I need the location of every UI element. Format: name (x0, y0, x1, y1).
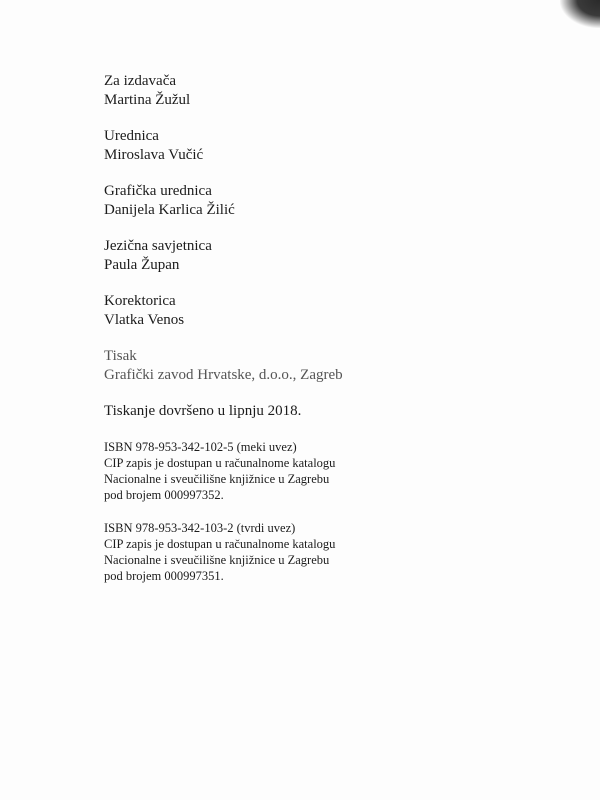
credit-name: Grafički zavod Hrvatske, d.o.o., Zagreb (104, 367, 343, 383)
credit-role: Tisak (104, 348, 137, 364)
credit-printer (104, 347, 564, 385)
cip-line: Nacionalne i sveučilišne knjižnice u Zagrebu (104, 553, 330, 567)
cip-line: pod brojem 000997351. (104, 569, 224, 583)
isbn-block-softcover (104, 439, 564, 503)
printing-completed-note: Tiskanje dovršeno u lipnju 2018. (104, 403, 302, 419)
isbn-block-hardcover (104, 520, 564, 584)
colophon-content (104, 72, 564, 601)
isbn-line: ISBN 978-953-342-102-5 (meki uvez) (104, 440, 297, 454)
isbn-line: ISBN 978-953-342-103-2 (tvrdi uvez) (104, 521, 296, 535)
credit-role: Urednica (104, 128, 159, 144)
credit-graphic-editor (104, 182, 564, 220)
credit-editor (104, 127, 564, 165)
cip-line: CIP zapis je dostupan u računalnome katalogu (104, 456, 336, 470)
credit-name: Paula Župan (104, 257, 180, 273)
credit-name: Martina Žužul (104, 92, 191, 108)
credit-name: Miroslava Vučić (104, 147, 204, 163)
credit-proofreader (104, 292, 564, 330)
cip-line: CIP zapis je dostupan u računalnome katalogu (104, 537, 336, 551)
cip-line: pod brojem 000997352. (104, 488, 224, 502)
credit-role: Korektorica (104, 293, 176, 309)
credit-role: Grafička urednica (104, 183, 212, 199)
page-corner-shadow (560, 0, 600, 28)
credit-name: Danijela Karlica Žilić (104, 202, 235, 218)
cip-line: Nacionalne i sveučilišne knjižnice u Zagrebu (104, 472, 330, 486)
credit-role: Za izdavača (104, 73, 177, 89)
credit-publisher (104, 72, 564, 110)
credit-name: Vlatka Venos (104, 312, 185, 328)
credit-language-advisor (104, 237, 564, 275)
credit-role: Jezična savjetnica (104, 238, 212, 254)
